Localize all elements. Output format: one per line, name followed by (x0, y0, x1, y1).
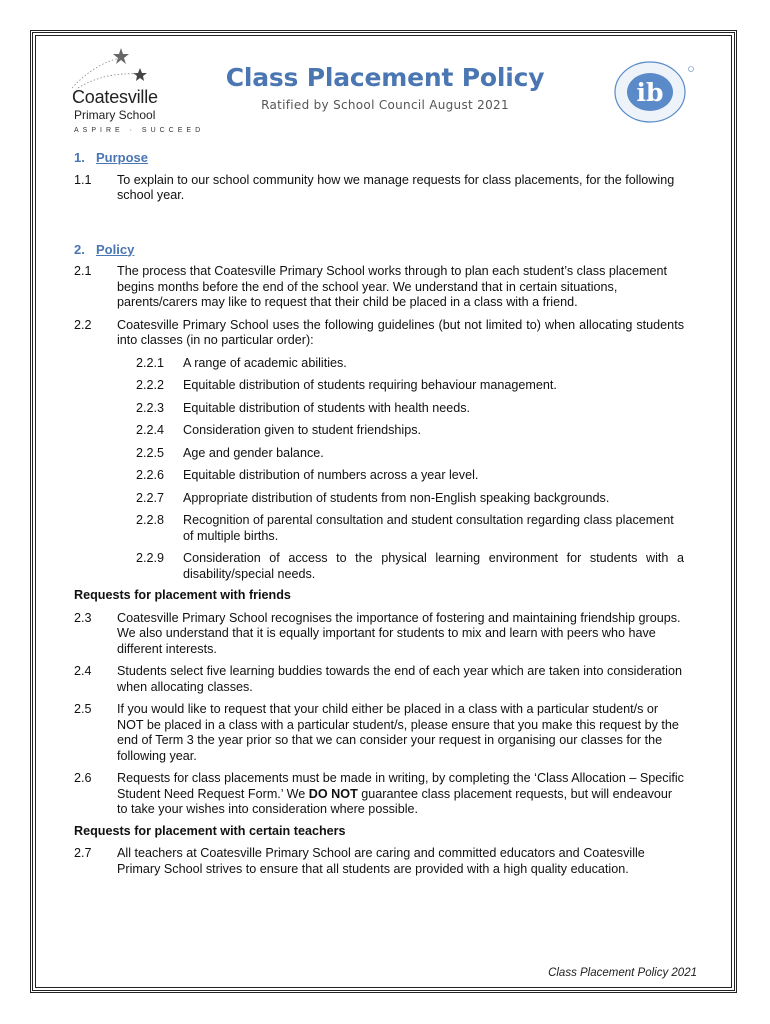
guideline-number: 2.2.3 (136, 400, 165, 415)
guideline-number: 2.2.7 (136, 490, 165, 505)
guideline-item (136, 468, 684, 484)
item-number: 2.3 (74, 610, 92, 625)
section-title: Purpose (96, 150, 149, 165)
item-text (117, 771, 684, 818)
item-text: Coatesville Primary School uses the following guidelines (but not limited to) when allocating students into classes (in no particular order): (117, 317, 684, 347)
svg-text:ib: ib (636, 78, 664, 107)
subheading-teachers: Requests for placement with certain teachers (74, 823, 346, 838)
item-text: All teachers at Coatesville Primary School are caring and committed educators and Coatesville Primary School strives to ensure that all students are provided with a high quality education. (117, 846, 645, 876)
item-number: 2.1 (74, 264, 92, 278)
subheading-friends: Requests for placement with friends (74, 588, 291, 602)
section-number: 1. (74, 150, 85, 165)
guideline-item (136, 401, 684, 417)
section-heading-policy (74, 242, 684, 258)
policy-item-1-1 (74, 173, 684, 204)
guideline-text: Consideration given to student friendships. (183, 423, 422, 437)
policy-item-2-4 (74, 664, 684, 695)
policy-item-2-6 (74, 771, 684, 818)
guideline-number: 2.2.4 (136, 423, 165, 437)
guideline-item (136, 491, 684, 507)
guideline-text: Appropriate distribution of students from non-English speaking backgrounds. (183, 490, 610, 505)
section-title: Policy (96, 241, 135, 257)
logo-tagline: ASPIRE · SUCCEED (74, 127, 205, 134)
section-heading-purpose (74, 150, 684, 166)
guideline-number: 2.2.8 (136, 513, 165, 527)
policy-item-2-2 (74, 318, 684, 349)
item-text: Students select five learning buddies towards the end of each year which are taken into consideration when allocating classes. (117, 664, 682, 694)
guideline-item (136, 551, 684, 582)
item-number: 1.1 (74, 172, 92, 187)
item-number: 2.2 (74, 317, 92, 332)
item-text: Coatesville Primary School recognises the importance of fostering and maintaining friendship groups. We also understand that it is equally important for students to mix and learn with peers who have different interests. (117, 610, 681, 656)
policy-content (74, 150, 684, 877)
policy-item-2-7 (74, 846, 684, 877)
item-text-emphasis: DO NOT (308, 786, 358, 801)
logo-school-sub: Primary School (74, 108, 156, 122)
item-number: 2.6 (74, 771, 92, 785)
policy-item-2-5 (74, 702, 684, 764)
policy-item-2-1 (74, 264, 684, 311)
guideline-text: Age and gender balance. (183, 445, 324, 460)
guideline-text: Equitable distribution of students requiring behaviour management. (183, 378, 557, 392)
item-number: 2.5 (74, 702, 92, 716)
item-text: If you would like to request that your child either be placed in a class with a particular student/s or NOT be placed in a class with a particular student/s, please ensure that you make this request by the end of Term 3 the year prior so that we can consider your request in organising our classes for the following year. (117, 702, 679, 763)
item-text-part: guarantee class placement requests, but will endeavour to take your wishes into consideration where possible. (117, 786, 673, 816)
page-subtitle: Ratified by School Council August 2021 (261, 98, 509, 112)
logo-school-name: Coatesville (72, 87, 158, 107)
item-text: To explain to our school community how we manage requests for class placements, for the following school year. (117, 172, 675, 202)
guideline-number: 2.2.9 (136, 551, 165, 565)
guideline-item (136, 423, 684, 439)
item-number: 2.7 (74, 846, 92, 860)
item-text-part: Requests for class placements must be made in writing, by completing the ‘Class Allocation – Specific Student Need Request Form.’ We (117, 771, 684, 801)
guideline-text: Consideration of access to the physical learning environment for students with a disability/special needs. (183, 551, 684, 581)
guideline-item (136, 446, 684, 462)
page-title: Class Placement Policy (225, 63, 545, 92)
guideline-number: 2.2.6 (136, 468, 165, 482)
page-footer: Class Placement Policy 2021 (548, 967, 697, 979)
item-number: 2.4 (74, 664, 92, 678)
guideline-item (136, 513, 684, 544)
guideline-text: Recognition of parental consultation and student consultation regarding class placement of multiple births. (183, 513, 674, 543)
section-number: 2. (74, 241, 85, 257)
ib-world-school-logo (612, 60, 696, 124)
guideline-text: Equitable distribution of numbers across a year level. (183, 468, 479, 482)
guideline-item (136, 378, 684, 394)
policy-item-2-3 (74, 611, 684, 658)
item-text: The process that Coatesville Primary School works through to plan each student’s class placement begins months before the end of the school year. We understand that in certain situations, parents/carers may like to request that their child be placed in a class with a friend. (117, 264, 667, 309)
guideline-item (136, 356, 684, 372)
guideline-number: 2.2.2 (136, 378, 165, 392)
guideline-number: 2.2.5 (136, 445, 165, 460)
guideline-text: A range of academic abilities. (183, 355, 347, 370)
guideline-text: Equitable distribution of students with health needs. (183, 400, 471, 415)
guideline-number: 2.2.1 (136, 355, 165, 370)
